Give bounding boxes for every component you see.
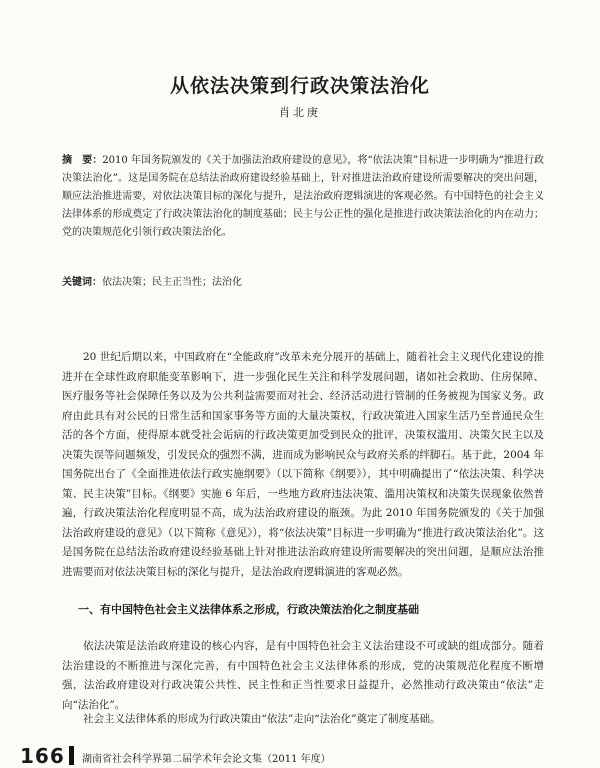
keywords: [62, 275, 544, 291]
section-heading: 一、有中国特色社会主义法律体系之形成，行政决策法治化之制度基础: [78, 603, 419, 616]
journal-name: 湖南省社会科学界第二届学术年会论文集（2011 年度）: [82, 754, 331, 765]
page-number: 166: [20, 744, 65, 768]
body-paragraph: 依法决策是法治政府建设的核心内容，是有中国特色社会主义法治建设不可或缺的组成部分。随着法治建设的不断推进与深化完善，有中国特色社会主义法律体系的形成，党的决策规范化程度不断增强，法治政府建设对行政决策公共性、民主性和正当性要求日益提升，必然推动行政决策由“依法”走向“法治化”。: [62, 640, 544, 711]
abstract-label: 摘 要：: [62, 155, 103, 166]
page-footer: [20, 742, 580, 768]
abstract: [62, 152, 544, 242]
keywords-text: 依法决策；民主正当性；法治化: [102, 277, 242, 288]
abstract-text: 2010 年国务院颁发的《关于加强法治政府建设的意见》，将“依法决策”目标进一步明确为“推进行政决策法治化”。这是国务院在总结法治政府建设经验基础上，针对推进法治政府建设所需要解决的突出问题，顺应法治推进需要，对依法决策目标的深化与提升，是法治政府逻辑演进的客观必然。有中国特色的社会主义法律体系的形成奠定了行政决策法治化的制度基础；民主与公正性的强化是推进行政决策法治化的内在动力；党的决策规范化引领行政决策法治化。: [62, 155, 545, 238]
author-name: 肖北庚: [279, 106, 321, 119]
body-paragraph: 20 世纪后期以来，中国政府在“全能政府”改革未充分展开的基础上，随着社会主义现代化建设的推进并在全球性政府职能变革影响下，进一步强化民生关注和科学发展问题，诸如社会救助、住房保障、医疗服务等社会保障任务以及为公共利益需要而对社会、经济活动进行管制的任务被视为国家义务。政府由此具有对公民的日常生活和国家事务等方面的大量决策权，行政决策进入国家生活乃至普通民众生活的各个方面，使得原本就受社会诟病的行政决策更加受到民众的批评，决策权滥用、决策欠民主以及决策失误等问题频发，引发民众的强烈不满，进而成为影响民众与政府关系的绊脚石。基于此，2004 年国务院出台了《全面推进依法行政实施纲要》（以下简称《纲要》），其中明确提出了“依法决策、科学决策、民主决策”目标。《纲要》实施 6 年后，一些地方政府违法决策、滥用决策权和决策失误现象依然普遍，行政决策法治化程度明显不高，成为法治政府建设的瓶颈。为此 2010 年国务院颁发的《关于加强法治政府建设的意见》（以下简称《意见》），将“依法决策”目标进一步明确为“推进行政决策法治化”。这是国务院在总结法治政府建设经验基础上针对推进法治政府建设所需要解决的突出问题，是顺应法治推进需要而对依法决策目标的深化与提升，是法治政府逻辑演进的客观必然。: [62, 351, 544, 578]
keywords-label: 关键词：: [62, 277, 102, 288]
body-paragraph: 社会主义法律体系的形成为行政决策由“依法”走向“法治化”奠定了制度基础。: [83, 713, 441, 725]
footer-divider: [69, 746, 74, 765]
page-title: 从依法决策到行政决策法治化: [169, 74, 430, 97]
